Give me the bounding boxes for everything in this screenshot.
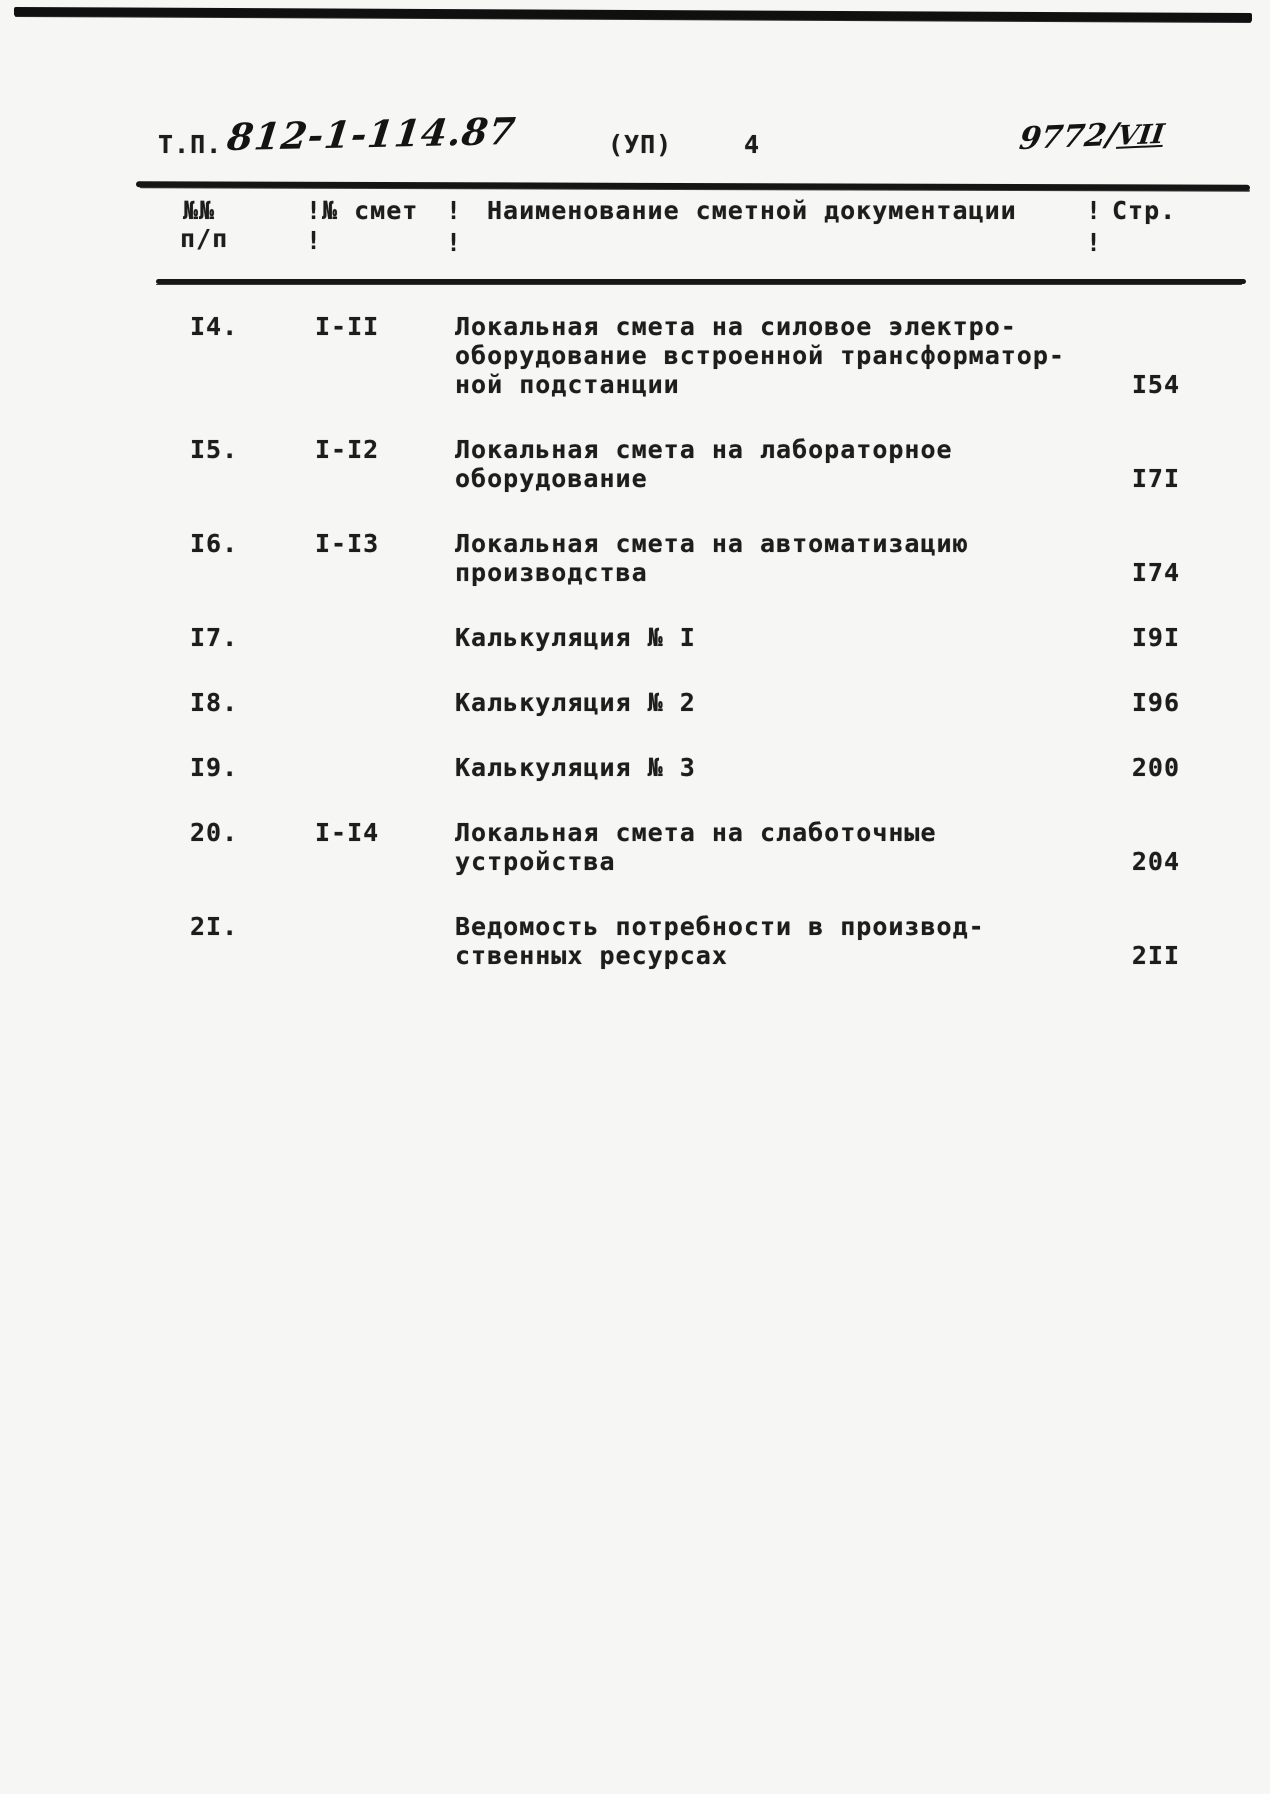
table-row bbox=[0, 435, 1270, 493]
page-reference: 200 bbox=[1131, 753, 1180, 782]
project-number-handwritten: 812-1-114.87 bbox=[224, 108, 519, 160]
column-separator: ! bbox=[1086, 196, 1103, 225]
table-row bbox=[0, 912, 1270, 970]
estimate-number bbox=[315, 688, 455, 717]
column-separator: ! bbox=[306, 226, 323, 255]
document-name-line: оборудование bbox=[455, 464, 648, 493]
estimate-number bbox=[315, 623, 455, 652]
page-reference: I9I bbox=[1131, 623, 1180, 652]
estimate-number: I-I3 bbox=[315, 529, 380, 558]
document-name-line: ственных ресурсах bbox=[455, 941, 728, 970]
document-name bbox=[455, 529, 1100, 587]
col-header-num-line1: №№ bbox=[183, 196, 216, 225]
table-row bbox=[0, 818, 1270, 876]
table-row bbox=[0, 688, 1270, 717]
column-separator: ! bbox=[446, 228, 463, 257]
table-row bbox=[0, 312, 1270, 399]
col-header-smeta: № смет bbox=[322, 196, 419, 225]
scan-edge-line bbox=[14, 7, 1252, 22]
col-header-name: Наименование сметной документации bbox=[487, 196, 1017, 225]
estimate-number: I-I2 bbox=[315, 435, 380, 464]
document-name bbox=[455, 435, 1100, 493]
document-name bbox=[455, 312, 1100, 399]
table-row bbox=[0, 529, 1270, 587]
col-header-num-line2: п/п bbox=[180, 224, 229, 253]
table-top-rule bbox=[136, 181, 1250, 190]
table-row bbox=[0, 623, 1270, 652]
document-name bbox=[455, 912, 1100, 970]
document-name-line: Калькуляция № 2 bbox=[455, 688, 696, 717]
estimate-number bbox=[315, 753, 455, 782]
row-number: I5. bbox=[190, 435, 239, 464]
page-reference: 2II bbox=[1131, 941, 1180, 970]
album-part-label: (УП) bbox=[608, 130, 673, 159]
row-number: I9. bbox=[190, 753, 239, 782]
page-reference: I96 bbox=[1131, 688, 1180, 717]
row-number: 20. bbox=[190, 818, 239, 847]
row-number: I8. bbox=[190, 688, 239, 717]
type-project-label: Т.П. bbox=[158, 130, 223, 159]
column-separator: ! bbox=[446, 196, 463, 225]
archive-number-digits: 9772/ bbox=[1017, 116, 1121, 158]
document-name-line: Локальная смета на слаботочные bbox=[455, 818, 937, 847]
page-reference: 204 bbox=[1131, 847, 1180, 876]
estimate-number: I-I4 bbox=[315, 818, 380, 847]
page-reference: I7I bbox=[1131, 464, 1180, 493]
document-name bbox=[455, 688, 1100, 717]
document-name-line: устройства bbox=[455, 847, 616, 876]
row-number: I4. bbox=[190, 312, 239, 341]
document-name-line: Калькуляция № 3 bbox=[455, 753, 696, 782]
document-name-line: производства bbox=[455, 558, 648, 587]
row-number: I6. bbox=[190, 529, 239, 558]
document-name-line: ной подстанции bbox=[455, 370, 680, 399]
row-number: I7. bbox=[190, 623, 239, 652]
archive-number-roman: VII bbox=[1115, 118, 1167, 152]
col-header-page: Стр. bbox=[1112, 196, 1177, 225]
sheet-number: 4 bbox=[744, 130, 761, 159]
document-name-line: оборудование встроенной трансформатор- bbox=[455, 341, 1065, 370]
estimate-number: I-II bbox=[315, 312, 380, 341]
column-separator: ! bbox=[1086, 228, 1103, 257]
table-row bbox=[0, 753, 1270, 782]
estimate-number bbox=[315, 912, 455, 970]
column-separator: ! bbox=[306, 196, 323, 225]
page-reference: I74 bbox=[1131, 558, 1180, 587]
document-name bbox=[455, 753, 1100, 782]
table-header-bottom-rule bbox=[156, 279, 1246, 284]
document-name-line: Локальная смета на лабораторное bbox=[455, 435, 953, 464]
document-name-line: Локальная смета на автоматизацию bbox=[455, 529, 969, 558]
archive-number-handwritten bbox=[1017, 115, 1167, 157]
document-name bbox=[455, 623, 1100, 652]
document-name-line: Калькуляция № I bbox=[455, 623, 696, 652]
document-name-line: Локальная смета на силовое электро- bbox=[455, 312, 1017, 341]
page-reference: I54 bbox=[1131, 370, 1180, 399]
table-body bbox=[0, 312, 1270, 1006]
row-number: 2I. bbox=[190, 912, 239, 941]
document-name-line: Ведомость потребности в производ- bbox=[455, 912, 985, 941]
document-name bbox=[455, 818, 1100, 876]
